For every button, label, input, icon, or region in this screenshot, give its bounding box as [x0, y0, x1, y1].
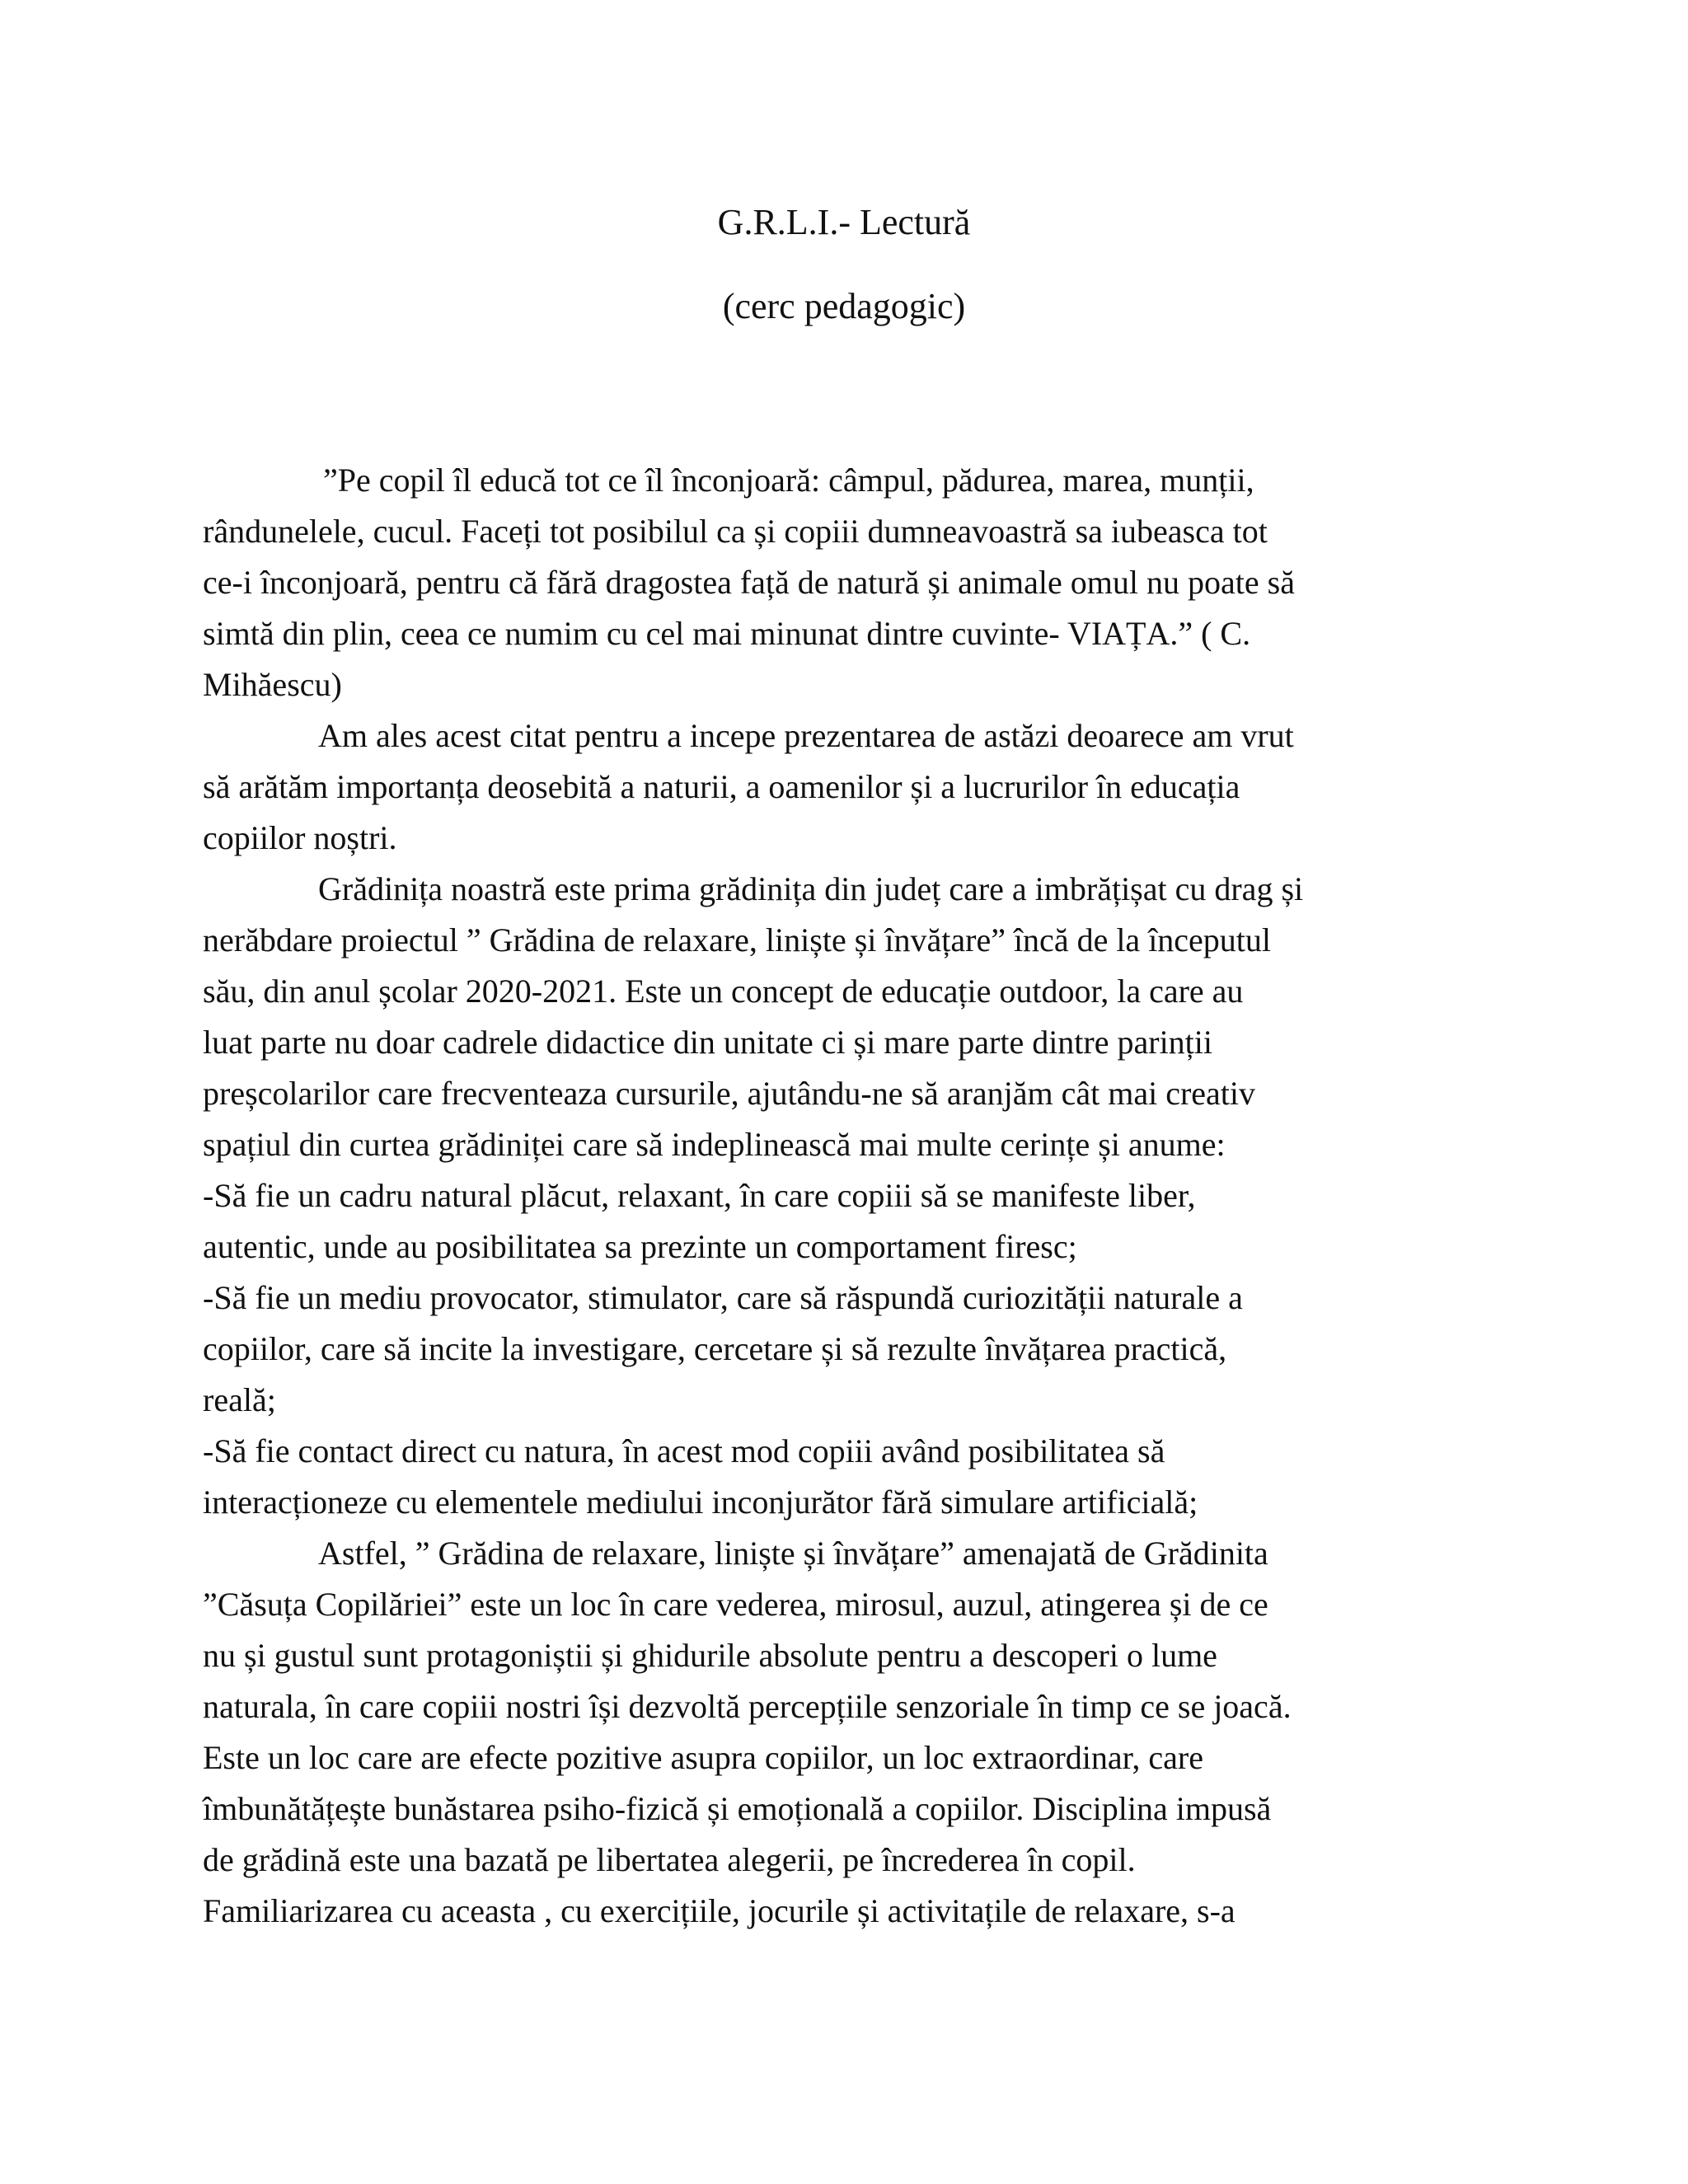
text-line: -Să fie contact direct cu natura, în acest mod copiii având posibilitatea să [203, 1432, 1165, 1469]
text-line: Familiarizarea cu aceasta , cu exercițiile, jocurile și activitațile de relaxare, s-a [203, 1892, 1236, 1929]
text-line: Este un loc care are efecte pozitive asupra copiilor, un loc extraordinar, care [203, 1739, 1203, 1776]
text-line: copiilor noștri. [203, 819, 397, 856]
text-line: naturala, în care copiii nostri își dezvoltă percepțiile senzoriale în timp ce se joacă. [203, 1688, 1292, 1725]
text-line: simtă din plin, ceea ce numim cu cel mai minunat dintre cuvinte- VIAȚA.” ( C. [203, 615, 1251, 652]
text-line: nu și gustul sunt protagoniștii și ghidurile absolute pentru a descoperi o lume [203, 1637, 1217, 1674]
text-line: interacționeze cu elementele mediului inconjurător fără simulare artificială; [203, 1483, 1198, 1521]
text-line: preșcolarilor care frecventeaza cursurile, ajutându-ne să aranjăm cât mai creativ [203, 1075, 1256, 1112]
text-line: copiilor, care să incite la investigare, cercetare și să rezulte învățarea practică, [203, 1330, 1227, 1367]
text-line: ”Căsuța Copilăriei” este un loc în care vederea, mirosul, auzul, atingerea și de ce [203, 1586, 1268, 1623]
text-line: -Să fie un cadru natural plăcut, relaxant, în care copiii să se manifeste liber, [203, 1177, 1196, 1214]
text-line: reală; [203, 1381, 276, 1418]
text-line: luat parte nu doar cadrele didactice din unitate ci și mare parte dintre parinții [203, 1024, 1213, 1061]
text-line: nerăbdare proiectul ” Grădina de relaxare, liniște și învățare” încă de la începutul [203, 921, 1272, 958]
text-line: rândunelele, cucul. Faceți tot posibilul ca și copiii dumneavoastră sa iubeasca tot [203, 513, 1268, 550]
text-line: de grădină este una bazată pe libertatea alegerii, pe încrederea în copil. [203, 1841, 1136, 1878]
document-body [203, 455, 1522, 1937]
text-line: ce-i înconjoară, pentru că fără dragostea față de natură și animale omul nu poate să [203, 564, 1295, 601]
document-title: G.R.L.I.- Lectură [717, 202, 971, 242]
text-line: să arătăm importanța deosebită a naturii, a oamenilor și a lucrurilor în educația [203, 768, 1240, 805]
text-line: autentic, unde au posibilitatea sa prezinte un comportament firesc; [203, 1228, 1077, 1265]
text-line: Am ales acest citat pentru a incepe prezentarea de astăzi deoarece am vrut [318, 717, 1294, 754]
text-line: Mihăescu) [203, 666, 342, 703]
text-line: Astfel, ” Grădina de relaxare, liniște și învățare” amenajată de Grădinita [318, 1535, 1268, 1572]
text-line: -Să fie un mediu provocator, stimulator, care să răspundă curiozității naturale a [203, 1279, 1243, 1316]
document-subtitle: (cerc pedagogic) [722, 286, 966, 326]
text-line: îmbunătățește bunăstarea psiho-fizică și emoțională a copiilor. Disciplina impusă [203, 1790, 1272, 1827]
text-line: său, din anul școlar 2020-2021. Este un concept de educație outdoor, la care au [203, 972, 1244, 1010]
text-line: spațiul din curtea grădiniței care să indeplinească mai multe cerințe și anume: [203, 1126, 1226, 1163]
text-line: ”Pe copil îl educă tot ce îl înconjoară: câmpul, pădurea, marea, munții, [323, 462, 1254, 499]
text-line: Grădinița noastră este prima grădinița din județ care a imbrățișat cu drag și [318, 870, 1304, 907]
